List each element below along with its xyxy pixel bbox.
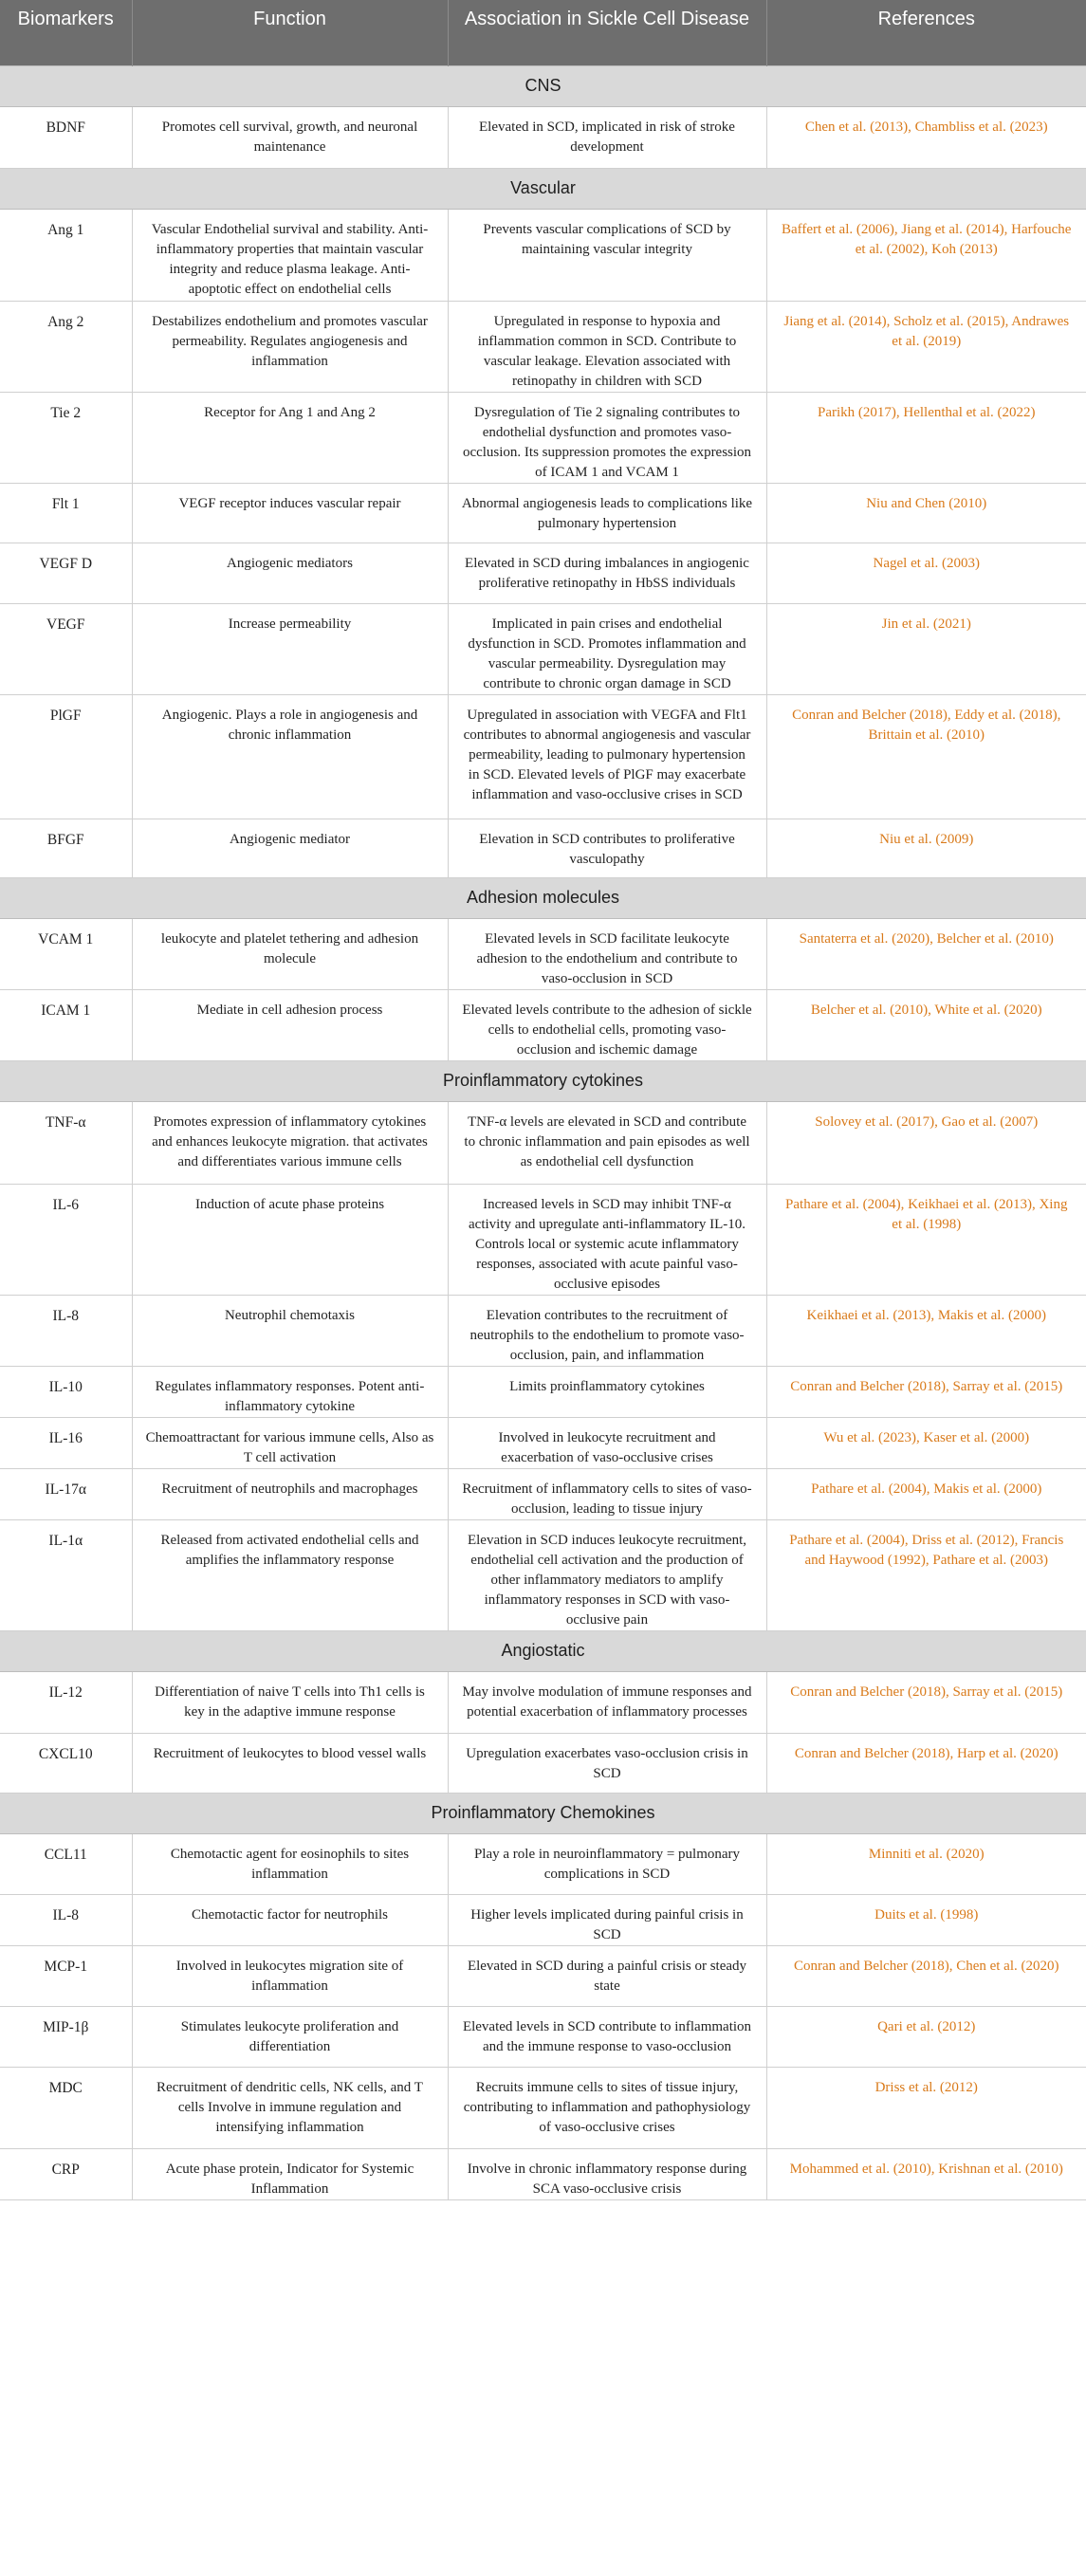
table-row <box>0 2148 1086 2199</box>
biomarker-cell: TNF-α <box>0 1101 132 1184</box>
table-row <box>0 989 1086 1060</box>
biomarker-cell: VEGF D <box>0 543 132 603</box>
reference-cell[interactable]: Conran and Belcher (2018), Harp et al. (2020) <box>766 1733 1086 1793</box>
association-cell: Limits proinflammatory cytokines <box>448 1366 766 1417</box>
function-cell: leukocyte and platelet tethering and adhesion molecule <box>132 918 448 989</box>
header-row <box>0 0 1086 65</box>
reference-cell[interactable]: Niu et al. (2009) <box>766 819 1086 877</box>
biomarker-cell: MCP-1 <box>0 1945 132 2006</box>
section-title: Angiostatic <box>0 1630 1086 1671</box>
association-cell: TNF-α levels are elevated in SCD and contribute to chronic inflammation and pain episodes as well as endothelial cell dysfunction <box>448 1101 766 1184</box>
biomarker-cell: VEGF <box>0 603 132 694</box>
reference-cell[interactable]: Pathare et al. (2004), Makis et al. (2000) <box>766 1468 1086 1519</box>
reference-cell[interactable]: Baffert et al. (2006), Jiang et al. (2014), Harfouche et al. (2002), Koh (2013) <box>766 209 1086 301</box>
function-cell: Promotes expression of inflammatory cytokines and enhances leukocyte migration. that activates and differentiates various immune cells <box>132 1101 448 1184</box>
header-association: Association in Sickle Cell Disease <box>448 0 766 65</box>
table-row <box>0 1894 1086 1945</box>
table-row <box>0 1417 1086 1468</box>
biomarker-cell: IL-1α <box>0 1519 132 1630</box>
association-cell: May involve modulation of immune responses and potential exacerbation of inflammatory processes <box>448 1671 766 1733</box>
biomarker-cell: IL-8 <box>0 1295 132 1366</box>
reference-cell[interactable]: Jin et al. (2021) <box>766 603 1086 694</box>
table-row <box>0 106 1086 168</box>
association-cell: Increased levels in SCD may inhibit TNF-α activity and upregulate anti-inflammatory IL-10. Controls local or systemic acute inflammatory responses, associated with acute painful vaso-occlusive episodes <box>448 1184 766 1295</box>
function-cell: Differentiation of naive T cells into Th1 cells is key in the adaptive immune response <box>132 1671 448 1733</box>
section-header <box>0 65 1086 106</box>
biomarker-cell: PlGF <box>0 694 132 819</box>
function-cell: Promotes cell survival, growth, and neuronal maintenance <box>132 106 448 168</box>
association-cell: Recruits immune cells to sites of tissue injury, contributing to inflammation and pathophysiology of vaso-occlusive crises <box>448 2067 766 2148</box>
association-cell: Elevation in SCD contributes to proliferative vasculopathy <box>448 819 766 877</box>
function-cell: Recruitment of leukocytes to blood vessel walls <box>132 1733 448 1793</box>
reference-cell[interactable]: Conran and Belcher (2018), Sarray et al. (2015) <box>766 1671 1086 1733</box>
reference-cell[interactable]: Driss et al. (2012) <box>766 2067 1086 2148</box>
biomarker-cell: IL-16 <box>0 1417 132 1468</box>
function-cell: Neutrophil chemotaxis <box>132 1295 448 1366</box>
section-header <box>0 1793 1086 1833</box>
biomarker-cell: Tie 2 <box>0 392 132 483</box>
function-cell: Increase permeability <box>132 603 448 694</box>
association-cell: Upregulated in response to hypoxia and inflammation common in SCD. Contribute to vascular leakage. Elevation associated with retinopathy in children with SCD <box>448 301 766 392</box>
reference-cell[interactable]: Conran and Belcher (2018), Chen et al. (2020) <box>766 1945 1086 2006</box>
biomarker-cell: IL-10 <box>0 1366 132 1417</box>
table-row <box>0 603 1086 694</box>
table-row <box>0 1184 1086 1295</box>
association-cell: Upregulation exacerbates vaso-occlusion crisis in SCD <box>448 1733 766 1793</box>
table-row <box>0 543 1086 603</box>
table-row <box>0 1733 1086 1793</box>
function-cell: VEGF receptor induces vascular repair <box>132 483 448 543</box>
table-row <box>0 209 1086 301</box>
table-row <box>0 2067 1086 2148</box>
biomarker-cell: IL-17α <box>0 1468 132 1519</box>
association-cell: Elevated in SCD during a painful crisis or steady state <box>448 1945 766 2006</box>
association-cell: Elevation contributes to the recruitment of neutrophils to the endothelium to promote vaso-occlusion, pain, and inflammation <box>448 1295 766 1366</box>
reference-cell[interactable]: Minniti et al. (2020) <box>766 1833 1086 1894</box>
biomarker-cell: BDNF <box>0 106 132 168</box>
association-cell: Elevated in SCD during imbalances in angiogenic proliferative retinopathy in HbSS individuals <box>448 543 766 603</box>
section-title: Vascular <box>0 168 1086 209</box>
reference-cell[interactable]: Jiang et al. (2014), Scholz et al. (2015), Andrawes et al. (2019) <box>766 301 1086 392</box>
association-cell: Abnormal angiogenesis leads to complications like pulmonary hypertension <box>448 483 766 543</box>
association-cell: Upregulated in association with VEGFA and Flt1 contributes to abnormal angiogenesis and vascular permeability, leading to pulmonary hypertension in SCD. Elevated levels of PlGF may exacerbate inflammation and vaso-occlusive crises in SCD <box>448 694 766 819</box>
function-cell: Receptor for Ang 1 and Ang 2 <box>132 392 448 483</box>
table-row <box>0 2006 1086 2067</box>
header-function: Function <box>132 0 448 65</box>
association-cell: Prevents vascular complications of SCD by maintaining vascular integrity <box>448 209 766 301</box>
table-row <box>0 694 1086 819</box>
function-cell: Regulates inflammatory responses. Potent anti-inflammatory cytokine <box>132 1366 448 1417</box>
biomarker-cell: ICAM 1 <box>0 989 132 1060</box>
biomarker-cell: Ang 1 <box>0 209 132 301</box>
function-cell: Induction of acute phase proteins <box>132 1184 448 1295</box>
reference-cell[interactable]: Pathare et al. (2004), Keikhaei et al. (2013), Xing et al. (1998) <box>766 1184 1086 1295</box>
reference-cell[interactable]: Nagel et al. (2003) <box>766 543 1086 603</box>
function-cell: Angiogenic mediator <box>132 819 448 877</box>
section-header <box>0 168 1086 209</box>
function-cell: Angiogenic. Plays a role in angiogenesis and chronic inflammation <box>132 694 448 819</box>
association-cell: Elevation in SCD induces leukocyte recruitment, endothelial cell activation and the production of other inflammatory mediators to amplify inflammatory responses in SCD with vaso-occlusive pain <box>448 1519 766 1630</box>
biomarker-cell: CCL11 <box>0 1833 132 1894</box>
table-row <box>0 1101 1086 1184</box>
reference-cell[interactable]: Keikhaei et al. (2013), Makis et al. (2000) <box>766 1295 1086 1366</box>
reference-cell[interactable]: Niu and Chen (2010) <box>766 483 1086 543</box>
table-row <box>0 1468 1086 1519</box>
association-cell: Involved in leukocyte recruitment and exacerbation of vaso-occlusive crises <box>448 1417 766 1468</box>
table-row <box>0 392 1086 483</box>
table-row <box>0 1945 1086 2006</box>
header-biomarkers: Biomarkers <box>0 0 132 65</box>
table-row <box>0 1295 1086 1366</box>
function-cell: Recruitment of neutrophils and macrophages <box>132 1468 448 1519</box>
reference-cell[interactable]: Qari et al. (2012) <box>766 2006 1086 2067</box>
function-cell: Destabilizes endothelium and promotes vascular permeability. Regulates angiogenesis and inflammation <box>132 301 448 392</box>
reference-cell[interactable]: Pathare et al. (2004), Driss et al. (2012), Francis and Haywood (1992), Pathare et al. (2003) <box>766 1519 1086 1630</box>
association-cell: Elevated levels in SCD contribute to inflammation and the immune response to vaso-occlusion <box>448 2006 766 2067</box>
table-row <box>0 918 1086 989</box>
reference-cell[interactable]: Wu et al. (2023), Kaser et al. (2000) <box>766 1417 1086 1468</box>
function-cell: Chemotactic factor for neutrophils <box>132 1894 448 1945</box>
association-cell: Elevated levels contribute to the adhesion of sickle cells to endothelial cells, promoting vaso-occlusion and ischemic damage <box>448 989 766 1060</box>
association-cell: Elevated in SCD, implicated in risk of stroke development <box>448 106 766 168</box>
function-cell: Stimulates leukocyte proliferation and differentiation <box>132 2006 448 2067</box>
biomarker-cell: IL-12 <box>0 1671 132 1733</box>
function-cell: Mediate in cell adhesion process <box>132 989 448 1060</box>
function-cell: Vascular Endothelial survival and stability. Anti-inflammatory properties that maintain vascular integrity and reduce plasma leakage. Anti-apoptotic effect on endothelial cells <box>132 209 448 301</box>
table-body <box>0 65 1086 2199</box>
biomarker-cell: CXCL10 <box>0 1733 132 1793</box>
function-cell: Chemotactic agent for eosinophils to sites inflammation <box>132 1833 448 1894</box>
reference-cell[interactable]: Conran and Belcher (2018), Eddy et al. (2018), Brittain et al. (2010) <box>766 694 1086 819</box>
biomarker-cell: VCAM 1 <box>0 918 132 989</box>
function-cell: Chemoattractant for various immune cells, Also as T cell activation <box>132 1417 448 1468</box>
biomarker-cell: Flt 1 <box>0 483 132 543</box>
reference-cell[interactable]: Mohammed et al. (2010), Krishnan et al. (2010) <box>766 2148 1086 2199</box>
header-references: References <box>766 0 1086 65</box>
function-cell: Involved in leukocytes migration site of inflammation <box>132 1945 448 2006</box>
association-cell: Higher levels implicated during painful crisis in SCD <box>448 1894 766 1945</box>
reference-cell[interactable]: Santaterra et al. (2020), Belcher et al. (2010) <box>766 918 1086 989</box>
function-cell: Acute phase protein, Indicator for Systemic Inflammation <box>132 2148 448 2199</box>
reference-cell[interactable]: Parikh (2017), Hellenthal et al. (2022) <box>766 392 1086 483</box>
table-row <box>0 301 1086 392</box>
function-cell: Angiogenic mediators <box>132 543 448 603</box>
section-title: Proinflammatory cytokines <box>0 1060 1086 1101</box>
biomarker-cell: MIP-1β <box>0 2006 132 2067</box>
table-row <box>0 483 1086 543</box>
biomarker-cell: BFGF <box>0 819 132 877</box>
association-cell: Dysregulation of Tie 2 signaling contributes to endothelial dysfunction and promotes vaso-occlusion. Its suppression promotes the expression of ICAM 1 and VCAM 1 <box>448 392 766 483</box>
section-header <box>0 1630 1086 1671</box>
section-header <box>0 877 1086 918</box>
function-cell: Released from activated endothelial cells and amplifies the inflammatory response <box>132 1519 448 1630</box>
section-title: Proinflammatory Chemokines <box>0 1793 1086 1833</box>
table-row <box>0 1833 1086 1894</box>
reference-cell[interactable]: Solovey et al. (2017), Gao et al. (2007) <box>766 1101 1086 1184</box>
biomarker-cell: CRP <box>0 2148 132 2199</box>
reference-cell[interactable]: Belcher et al. (2010), White et al. (2020) <box>766 989 1086 1060</box>
association-cell: Elevated levels in SCD facilitate leukocyte adhesion to the endothelium and contribute to vaso-occlusion in SCD <box>448 918 766 989</box>
biomarker-cell: Ang 2 <box>0 301 132 392</box>
table-row <box>0 819 1086 877</box>
biomarker-cell: IL-6 <box>0 1184 132 1295</box>
function-cell: Recruitment of dendritic cells, NK cells, and T cells Involve in immune regulation and intensifying inflammation <box>132 2067 448 2148</box>
association-cell: Involve in chronic inflammatory response during SCA vaso-occlusive crisis <box>448 2148 766 2199</box>
table-row <box>0 1366 1086 1417</box>
table-row <box>0 1671 1086 1733</box>
reference-cell[interactable]: Chen et al. (2013), Chambliss et al. (2023) <box>766 106 1086 168</box>
reference-cell[interactable]: Duits et al. (1998) <box>766 1894 1086 1945</box>
association-cell: Implicated in pain crises and endothelial dysfunction in SCD. Promotes inflammation and vascular permeability. Dysregulation may contribute to chronic organ damage in SCD <box>448 603 766 694</box>
biomarker-cell: IL-8 <box>0 1894 132 1945</box>
reference-cell[interactable]: Conran and Belcher (2018), Sarray et al. (2015) <box>766 1366 1086 1417</box>
biomarker-cell: MDC <box>0 2067 132 2148</box>
association-cell: Recruitment of inflammatory cells to sites of vaso-occlusion, leading to tissue injury <box>448 1468 766 1519</box>
section-title: Adhesion molecules <box>0 877 1086 918</box>
table-row <box>0 1519 1086 1630</box>
association-cell: Play a role in neuroinflammatory = pulmonary complications in SCD <box>448 1833 766 1894</box>
section-header <box>0 1060 1086 1101</box>
section-title: CNS <box>0 65 1086 106</box>
